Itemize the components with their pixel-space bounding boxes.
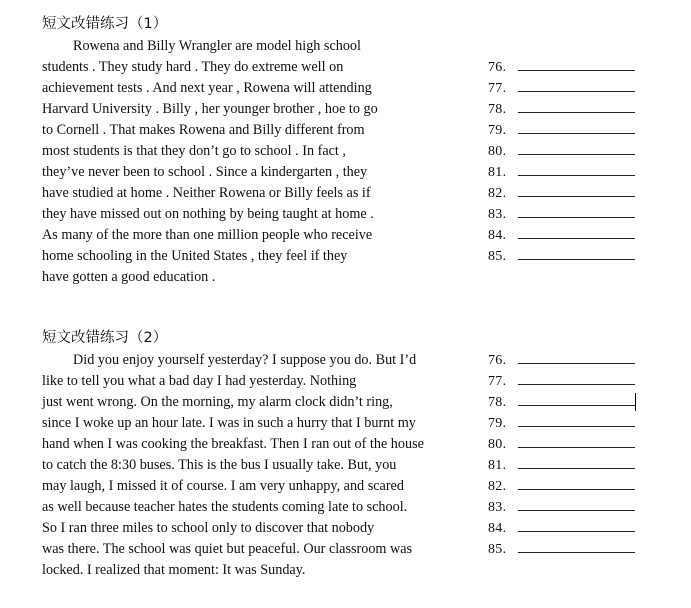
answer-item [488,183,636,204]
answer-number: 81. [488,458,507,473]
passage-2-line: hand when I was cooking the breakfast. Then I ran out of the house [42,436,424,452]
answer-number: 82. [488,186,507,201]
answer-number: 85. [488,249,507,264]
answer-blank[interactable] [518,468,635,469]
passage-2-line: may laugh, I missed it of course. I am very unhappy, and scared [42,478,404,494]
passage-1-line: Harvard University . Billy , her younger brother , hoe to go [42,101,378,117]
answer-item [488,518,636,539]
answer-number: 76. [488,353,507,368]
answer-number: 84. [488,228,507,243]
answer-blank[interactable] [518,91,635,92]
answer-item [488,204,636,225]
passage-2-line: So I ran three miles to school only to discover that nobody [42,520,375,536]
answer-blank[interactable] [518,175,635,176]
passage-1-line: As many of the more than one million people who receive [42,227,373,243]
answer-blank[interactable] [518,489,635,490]
answer-blank[interactable] [518,426,635,427]
passage-1-line: they have missed out on nothing by being taught at home . [42,206,374,222]
answer-blank[interactable] [518,363,635,364]
answer-blank[interactable] [518,510,635,511]
passage-2-line: Did you enjoy yourself yesterday? I suppose you do. But I’d [73,352,417,368]
answer-number: 81. [488,165,507,180]
answer-item [488,141,636,162]
answer-number: 82. [488,479,507,494]
answer-item [488,225,636,246]
answer-blank[interactable] [518,259,635,260]
passage-1-line: home schooling in the United States , they feel if they [42,248,348,264]
answer-item [488,162,636,183]
answer-number: 83. [488,500,507,515]
answer-number: 78. [488,102,507,117]
answer-item [488,99,636,120]
exercise-2-title: 短文改错练习（2） [42,330,168,346]
exercise-1-title: 短文改错练习（1） [42,16,168,32]
answer-blank[interactable] [518,112,635,113]
answer-item [488,350,636,371]
answer-item [488,455,636,476]
passage-2-line: just went wrong. On the morning, my alarm clock didn’t ring, [42,394,393,410]
answer-item [488,392,636,413]
answer-item [488,120,636,141]
passage-2-line: was there. The school was quiet but peaceful. Our classroom was [42,541,413,557]
answer-number: 84. [488,521,507,536]
passage-1-line: have studied at home . Neither Rowena or Billy feels as if [42,185,371,201]
answer-blank[interactable] [518,384,635,385]
passage-2-line: since I woke up an hour late. I was in such a hurry that I burnt my [42,415,416,431]
answer-number: 80. [488,144,507,159]
answer-item [488,78,636,99]
answer-item [488,371,636,392]
answer-number: 77. [488,374,507,389]
passage-2-line: locked. I realized that moment: It was Sunday. [42,562,306,578]
answer-item [488,497,636,518]
answer-item [488,539,636,560]
answer-number: 78. [488,395,507,410]
answer-blank[interactable] [518,70,635,71]
answer-number: 76. [488,60,507,75]
answer-blank[interactable] [518,447,635,448]
answer-blank[interactable] [518,405,635,406]
answer-item [488,413,636,434]
answer-blank[interactable] [518,133,635,134]
passage-1-line: students . They study hard . They do extreme well on [42,59,344,75]
answer-blank[interactable] [518,238,635,239]
passage-2-line: to catch the 8:30 buses. This is the bus I usually take. But, you [42,457,397,473]
answer-blank[interactable] [518,217,635,218]
answer-item [488,434,636,455]
answer-number: 85. [488,542,507,557]
passage-1-line: Rowena and Billy Wrangler are model high school [73,38,361,54]
text-cursor [635,393,636,411]
answer-item [488,57,636,78]
passage-1-line: to Cornell . That makes Rowena and Billy different from [42,122,365,138]
answer-blank[interactable] [518,552,635,553]
answer-number: 83. [488,207,507,222]
answer-number: 79. [488,123,507,138]
answer-number: 80. [488,437,507,452]
passage-2-line: like to tell you what a bad day I had yesterday. Nothing [42,373,357,389]
answer-blank[interactable] [518,154,635,155]
answer-number: 77. [488,81,507,96]
passage-1-line: have gotten a good education . [42,269,216,285]
answer-item [488,476,636,497]
answer-number: 79. [488,416,507,431]
answer-blank[interactable] [518,531,635,532]
passage-1-line: they’ve never been to school . Since a kindergarten , they [42,164,368,180]
passage-1-line: most students is that they don’t go to school . In fact , [42,143,346,159]
answer-item [488,246,636,267]
passage-1-line: achievement tests . And next year , Rowena will attending [42,80,372,96]
answer-blank[interactable] [518,196,635,197]
passage-2-line: as well because teacher hates the students coming late to school. [42,499,408,515]
